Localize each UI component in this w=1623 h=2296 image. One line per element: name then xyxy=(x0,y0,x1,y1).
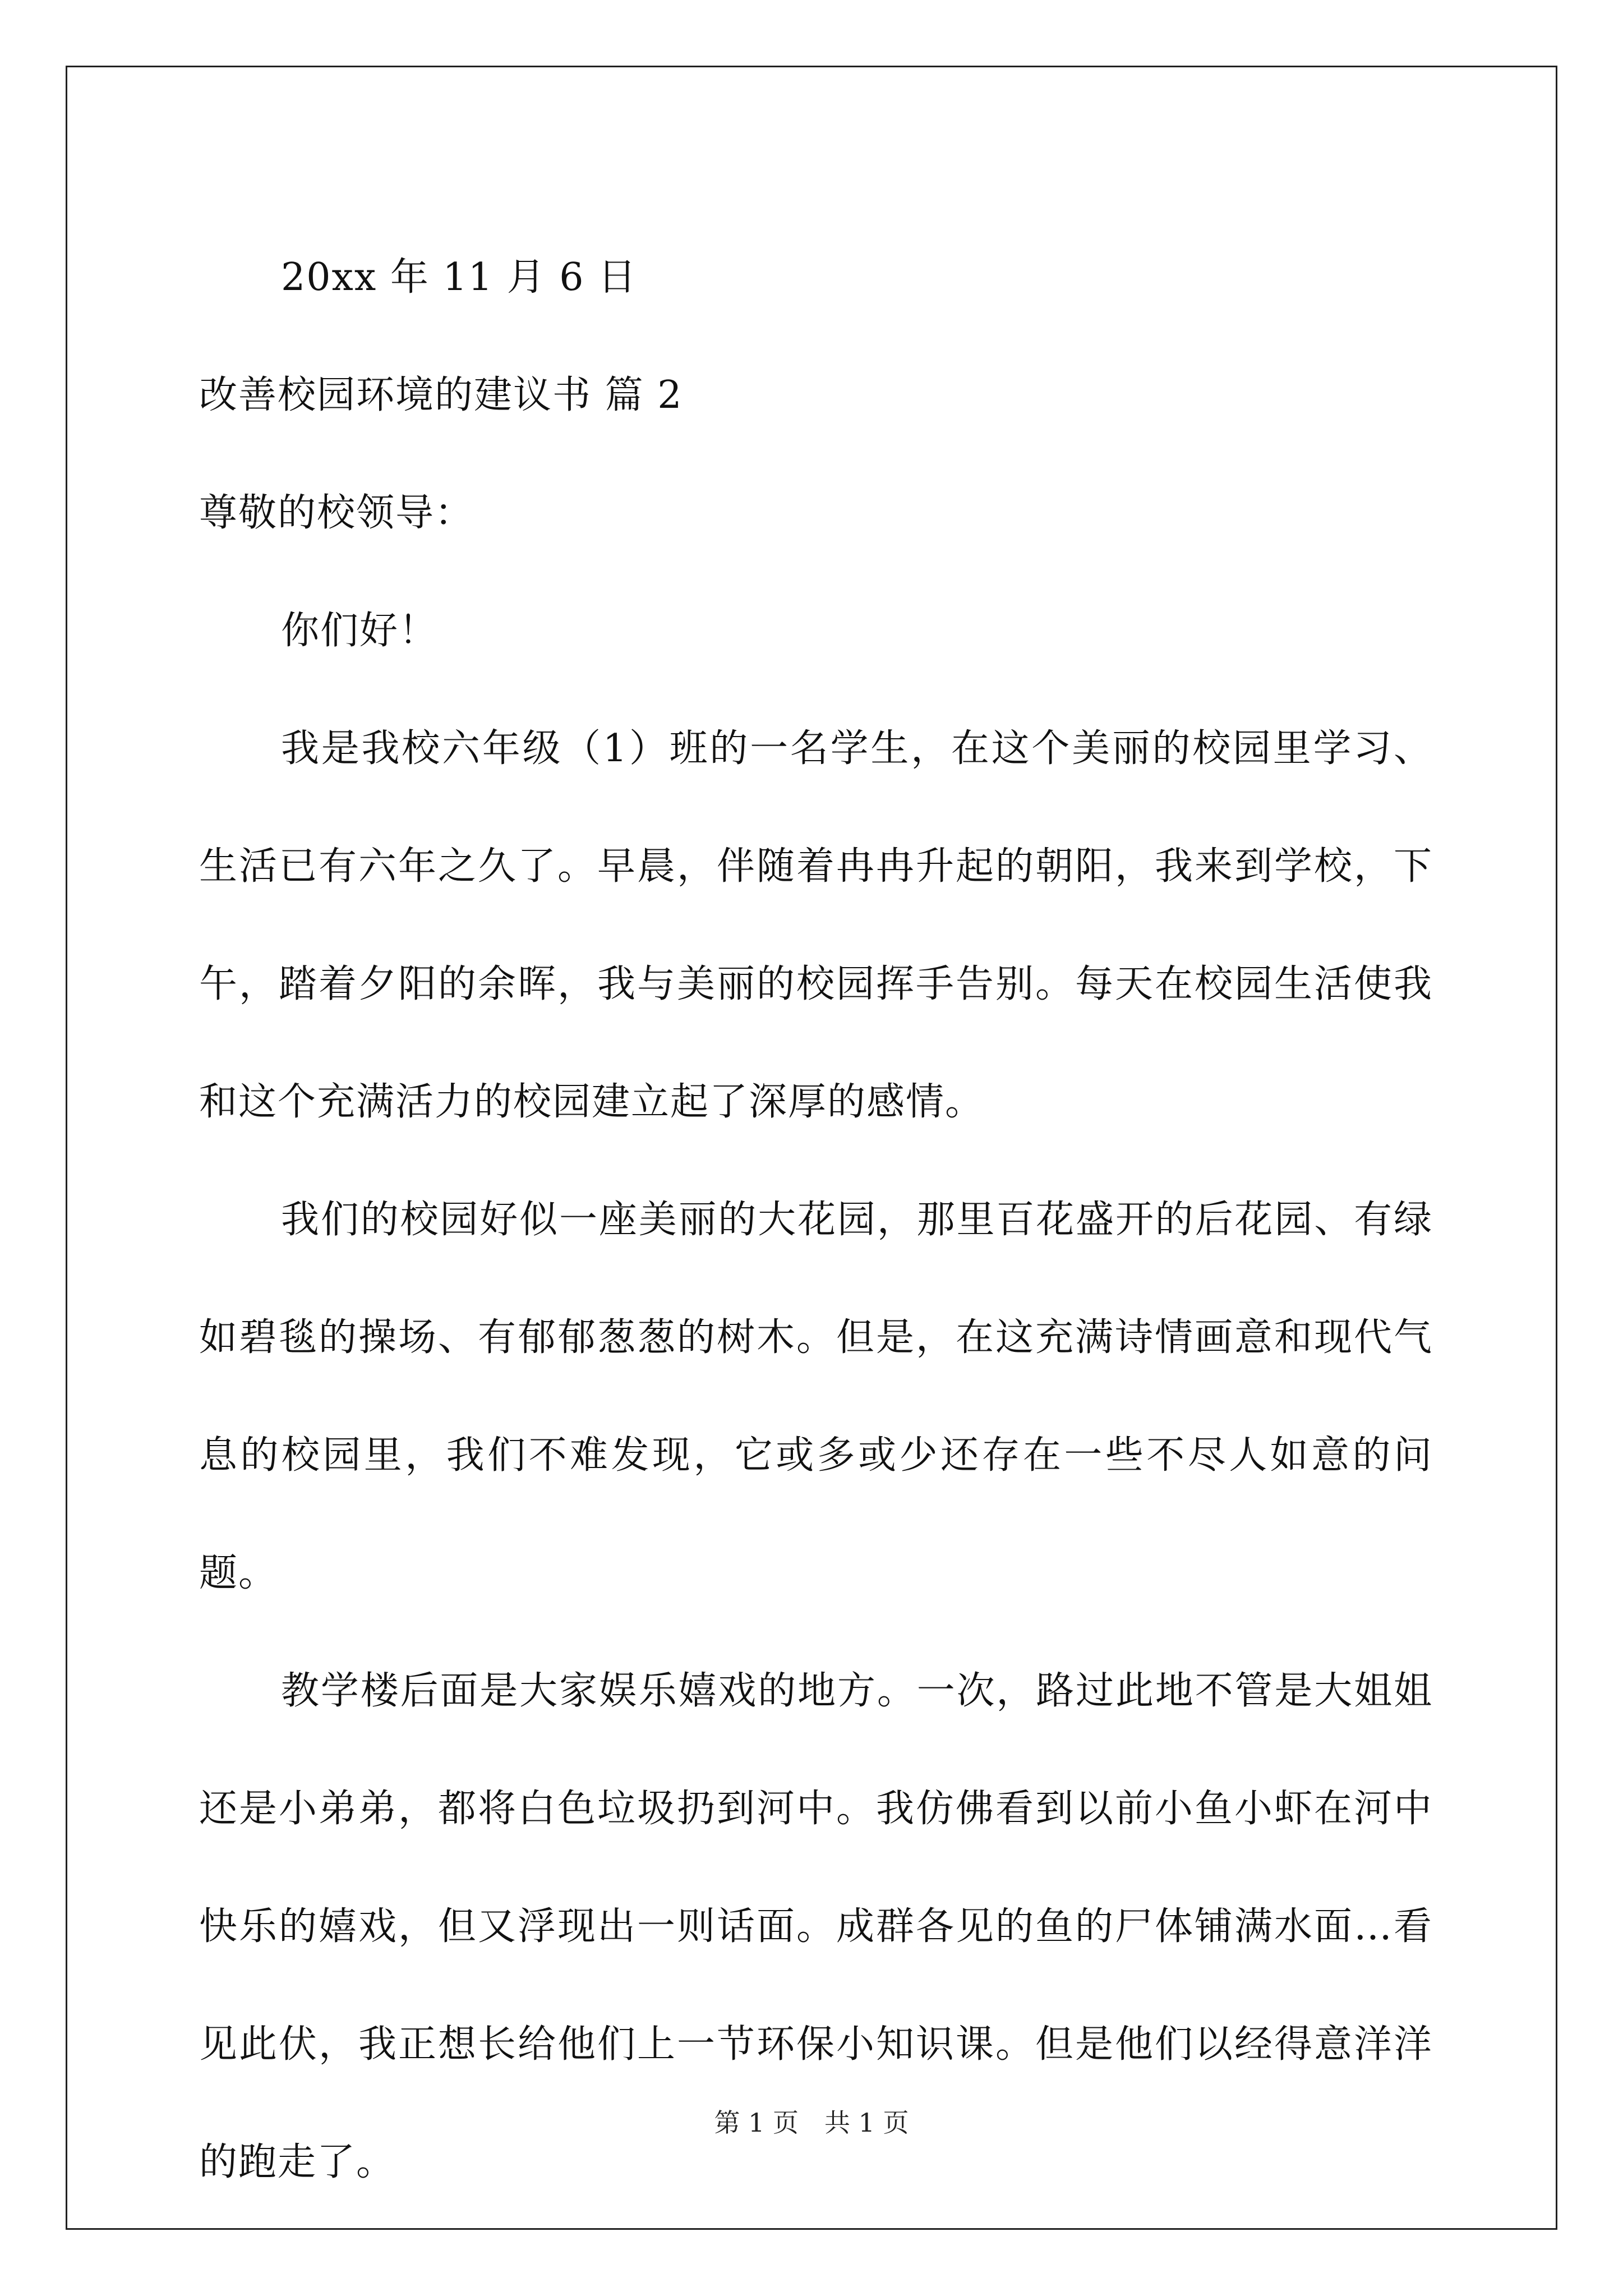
letter-date: 20xx 年 11 月 6 日 xyxy=(281,255,638,300)
paragraph-1: 我是我校六年级（1）班的一名学生，在这个美丽的校园里学习、生活已有六年之久了。早晨，伴随着冉冉升起的朝阳，我来到学校，下午，踏着夕阳的余晖，我与美丽的校园挥手告别。每天在校园生活使我和这个充满活力的校园建立起了深厚的感情。 xyxy=(199,726,1433,1124)
paragraph-3: 教学楼后面是大家娱乐嬉戏的地方。一次，路过此地不管是大姐姐还是小弟弟，都将白色垃圾扔到河中。我仿佛看到以前小鱼小虾在河中快乐的嬉戏，但又浮现出一则话面。成群各见的鱼的尸体铺满水面…看见此伏，我正想长给他们上一节环保小知识课。但是他们以经得意洋洋的跑走了。 xyxy=(199,1669,1433,2184)
page-number-footer: 第 1 页 共 1 页 xyxy=(714,2108,909,2138)
document-title: 改善校园环境的建议书 篇 2 xyxy=(199,373,683,417)
greeting: 你们好！ xyxy=(281,609,439,653)
paragraph-2: 我们的校园好似一座美丽的大花园，那里百花盛开的后花园、有绿如碧毯的操场、有郁郁葱葱的树木。但是，在这充满诗情画意和现代气息的校园里，我们不难发现，它或多或少还存在一些不尽人如意的问题。 xyxy=(199,1198,1433,1595)
document-body xyxy=(199,219,1433,2221)
salutation: 尊敬的校领导： xyxy=(199,491,474,535)
